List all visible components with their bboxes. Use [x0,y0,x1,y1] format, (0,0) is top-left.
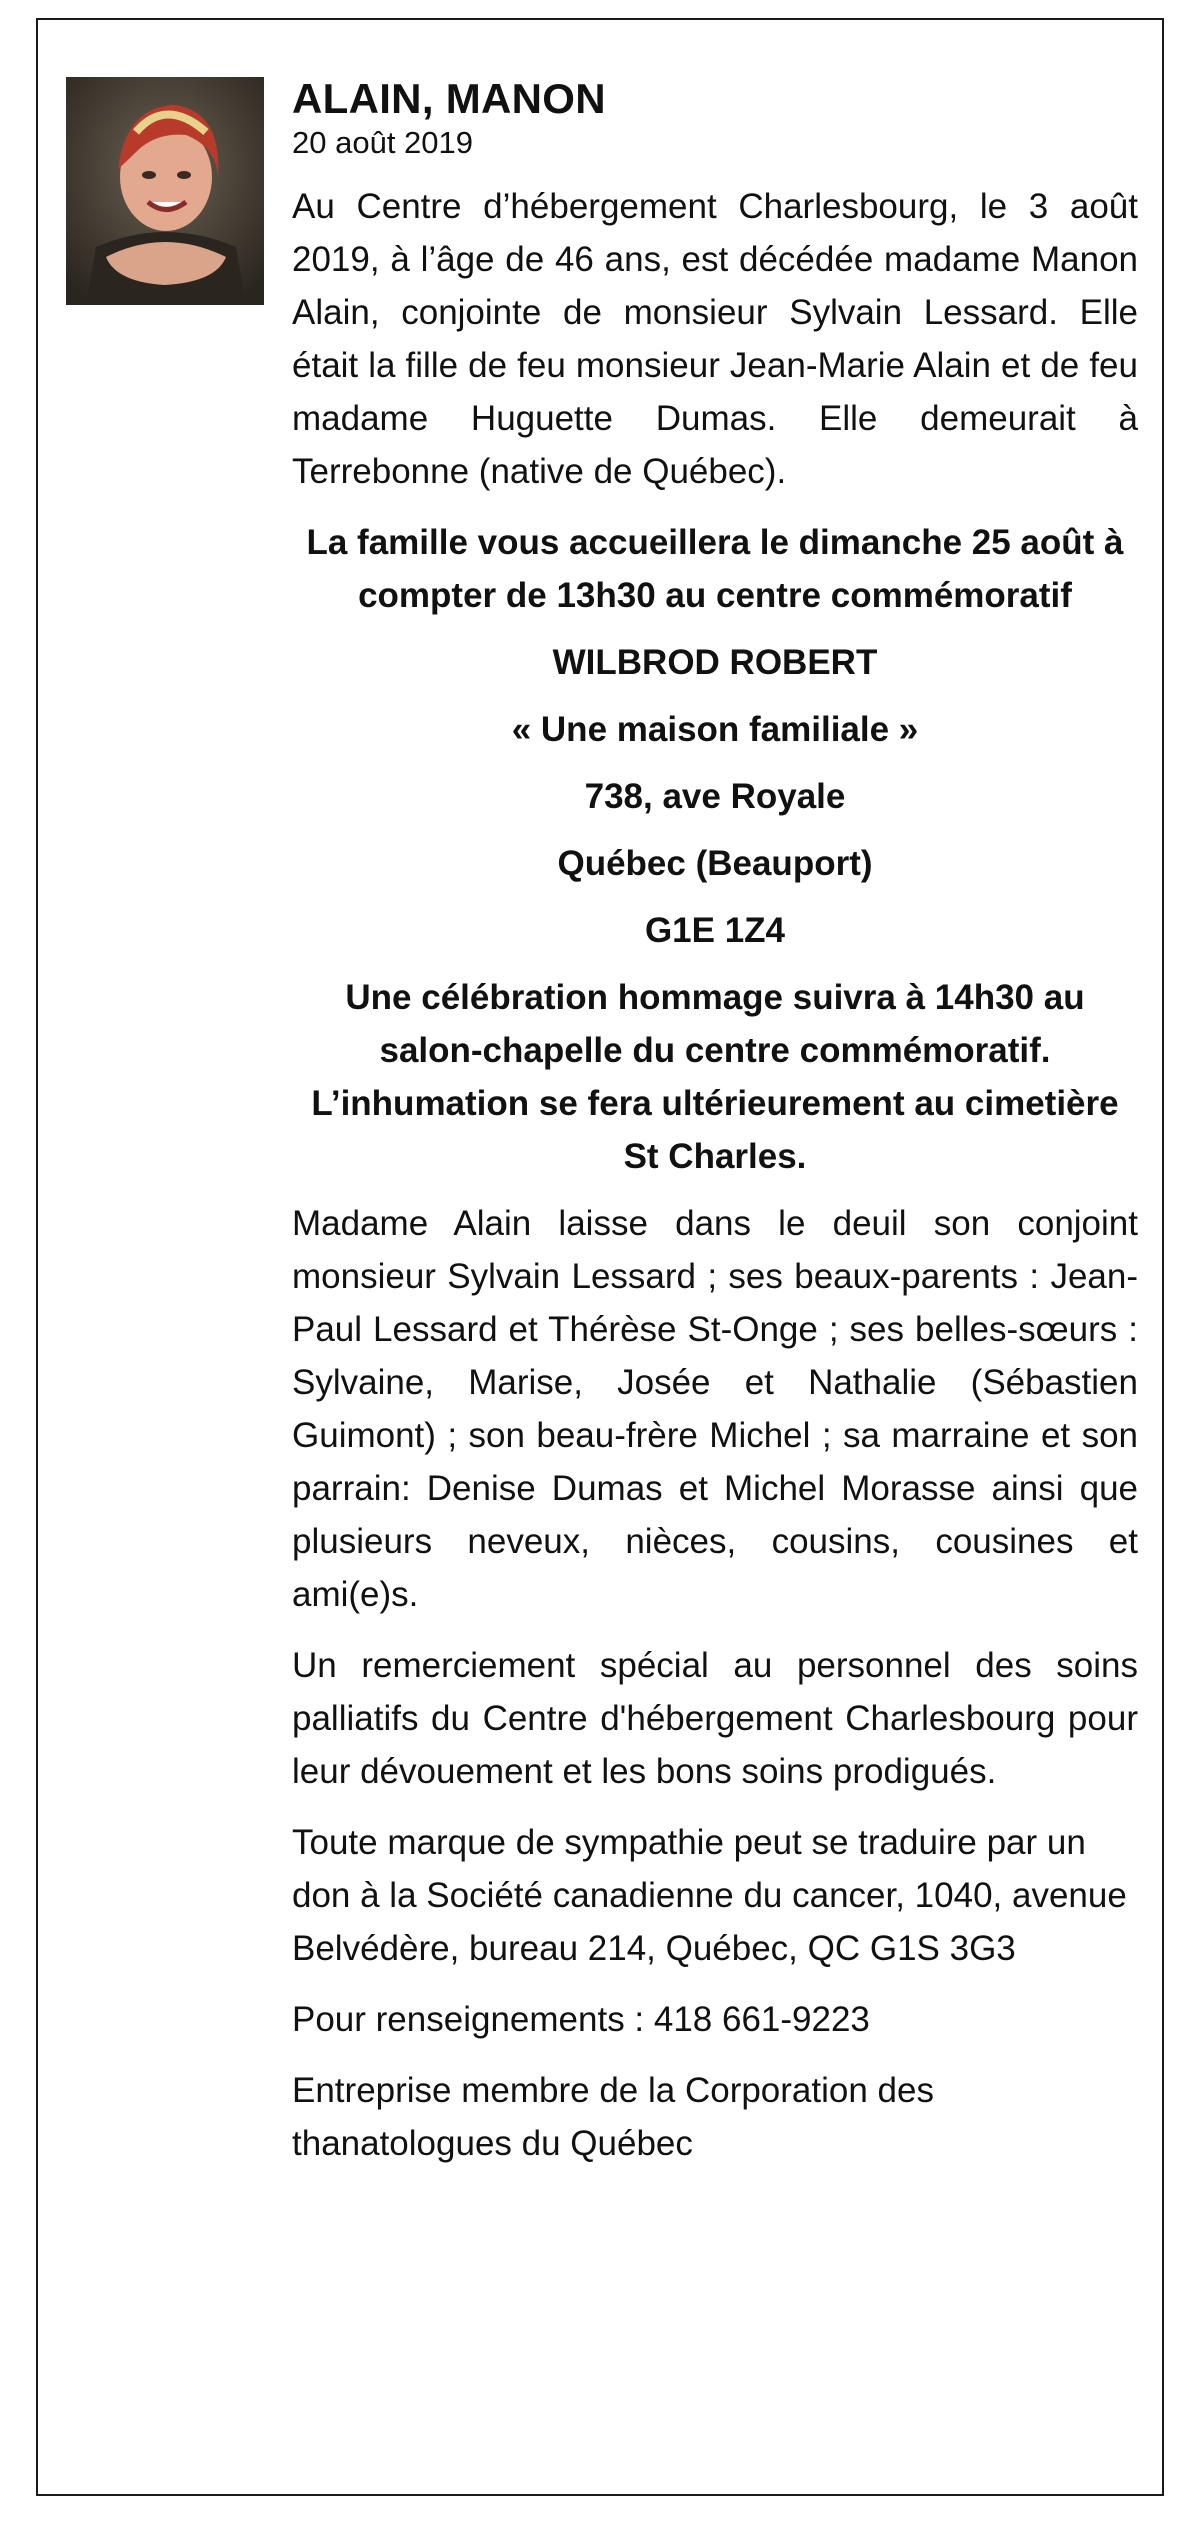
donation-paragraph: Toute marque de sympathie peut se traduire par un don à la Société canadienne du cancer, 1040, avenue Belvédère, bureau 214, Québec, QC G1S 3G3 [292,1823,1127,1968]
funeral-home-slogan: « Une maison familiale » [511,710,919,749]
visitation-line: La famille vous accueillera le dimanche 25 août à compter de 13h30 au centre commémoratif [306,523,1124,615]
deceased-name: ALAIN, MANON [292,75,606,122]
funeral-home-street: 738, ave Royale [584,777,846,816]
thanks-paragraph: Un remerciement spécial au personnel des soins palliatifs du Centre d'hébergement Charlesbourg pour leur dévouement et les bons soins prodigués. [292,1646,1138,1791]
contact-info: Pour renseignements : 418 661-9223 [292,2000,870,2039]
membership-note: Entreprise membre de la Corporation des thanatologues du Québec [292,2071,934,2163]
ceremony-paragraph: Une célébration hommage suivra à 14h30 au salon-chapelle du centre commémoratif. L’inhumation se fera ultérieurement au cimetière St Charles. [311,978,1119,1176]
funeral-home-city: Québec (Beauport) [557,844,873,883]
intro-paragraph: Au Centre d’hébergement Charlesbourg, le 3 août 2019, à l’âge de 46 ans, est décédée madame Manon Alain, conjointe de monsieur Sylvain Lessard. Elle était la fille de feu monsieur Jean-Marie Alain et de feu madame Huguette Dumas. Elle demeurait à Terrebonne (native de Québec). [292,187,1138,491]
publication-date: 20 août 2019 [292,125,474,160]
portrait-image [66,77,264,305]
funeral-home-postal: G1E 1Z4 [644,911,786,950]
mourners-paragraph: Madame Alain laisse dans le deuil son conjoint monsieur Sylvain Lessard ; ses beaux-parents : Jean-Paul Lessard et Thérèse St-Onge ; ses belles-sœurs : Sylvaine, Marise, Josée et Nathalie (Sébastien Guimont) ; son beau-frère Michel ; sa marraine et son parrain: Denise Dumas et Michel Morasse ainsi que plusieurs neveux, nièces, cousins, cousines et ami(e)s. [292,1204,1138,1614]
portrait-photo [66,77,264,305]
obituary-content [292,74,1138,2188]
funeral-home-name: WILBROD ROBERT [552,643,878,682]
